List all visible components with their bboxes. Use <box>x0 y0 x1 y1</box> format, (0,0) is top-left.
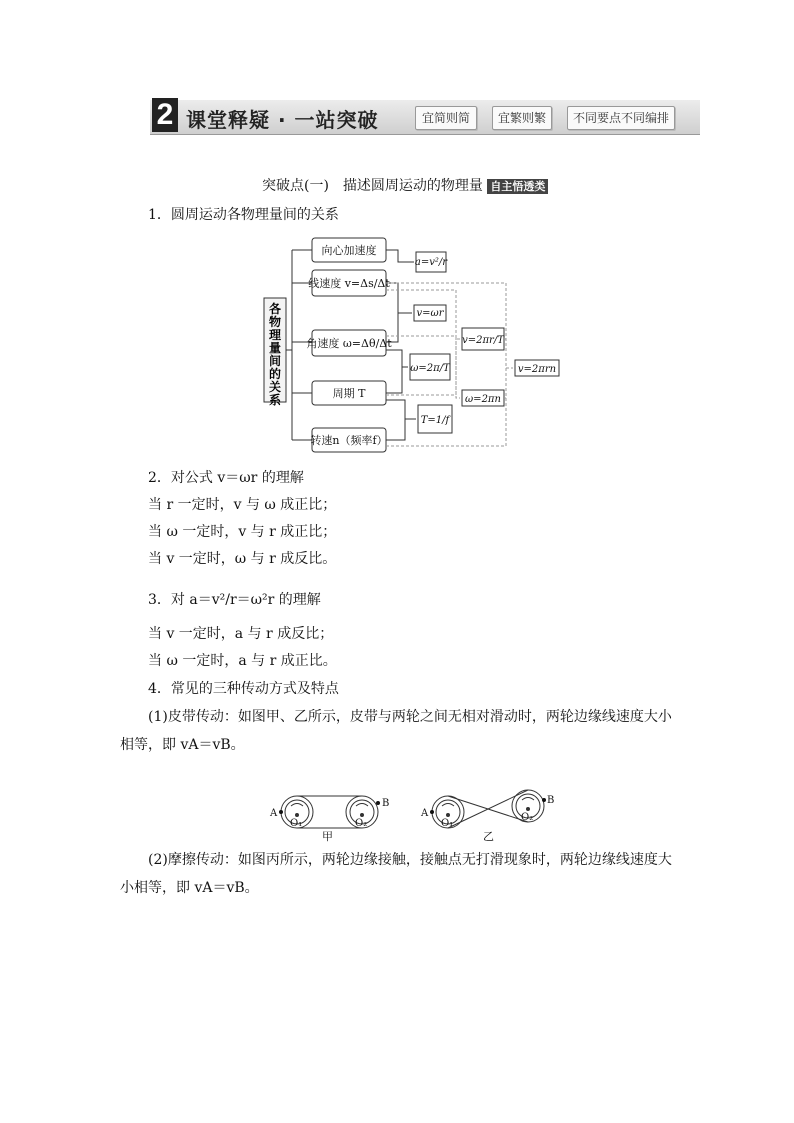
point-B: B <box>382 798 390 809</box>
side-label-char: 的 <box>268 367 282 381</box>
node-text: 线速度 v=Δs/Δt <box>308 277 390 290</box>
tag-simple: 宜简则简 <box>415 106 477 130</box>
point-O2: O₂ <box>355 818 368 829</box>
side-label-char: 间 <box>268 354 282 368</box>
point-O1: O₁ <box>441 818 454 829</box>
item3-line-1: 当 v 一定时，a 与 r 成反比； <box>148 626 334 642</box>
formula-text: ω=2π/T <box>410 363 450 374</box>
node-text: 向心加速度 <box>321 244 377 257</box>
point-B: B <box>547 795 555 806</box>
tag-complex: 宜繁则繁 <box>492 106 552 130</box>
item3-heading: 3．对 a＝v²/r＝ω²r 的理解 <box>148 592 321 608</box>
section-number: 2 <box>152 98 178 132</box>
figure-label-jia: 甲 <box>322 830 333 843</box>
section-title-text: 突破点(一) 描述圆周运动的物理量 <box>262 178 483 194</box>
formula-text: v=2πrn <box>517 364 557 375</box>
side-label-char: 各 <box>268 302 282 316</box>
node-text: 转速n（频率f） <box>310 434 388 447</box>
side-label-char: 理 <box>268 328 282 342</box>
section-badge: 自主悟透类 <box>487 179 548 194</box>
item4-heading: 4．常见的三种传动方式及特点 <box>148 681 339 697</box>
point-A: A <box>270 808 278 819</box>
formula-text: v=ωr <box>416 308 444 319</box>
point-O2: O₂ <box>521 812 534 823</box>
item3-line-2: 当 ω 一定时，a 与 r 成正比。 <box>148 653 337 669</box>
side-label-char: 量 <box>268 341 282 355</box>
item2-line-2: 当 ω 一定时，v 与 r 成正比； <box>148 524 337 540</box>
formula-text: T=1/f <box>420 415 450 426</box>
section-banner-title: 课堂释疑 · 一站突破 <box>186 108 379 132</box>
side-label-char: 物 <box>268 315 282 329</box>
formula-text: a=v²/r <box>414 257 448 268</box>
formula-text: ω=2πn <box>465 394 501 405</box>
friction-paragraph: (2)摩擦传动：如图丙所示，两轮边缘接触，接触点无打滑现象时，两轮边缘线速度大小相等，即 vA＝vB。 <box>120 852 672 896</box>
formula-text: v=2πr/T <box>462 335 504 346</box>
item2-line-3: 当 v 一定时，ω 与 r 成反比。 <box>148 551 337 567</box>
side-label-char: 系 <box>268 393 282 407</box>
node-text: 周期 T <box>332 387 366 400</box>
belt-paragraph: (1)皮带传动：如图甲、乙所示，皮带与两轮之间无相对滑动时，两轮边缘线速度大小相等，即 vA＝vB。 <box>120 709 672 753</box>
figure-label-yi: 乙 <box>483 830 494 843</box>
point-O1: O₁ <box>290 818 303 829</box>
tag-different: 不同要点不同编排 <box>567 106 675 130</box>
item2-line-1: 当 r 一定时，v 与 ω 成正比； <box>148 497 337 513</box>
side-label-char: 关 <box>268 380 282 394</box>
item1-heading: 1．圆周运动各物理量间的关系 <box>148 207 339 223</box>
item2-heading: 2．对公式 v＝ωr 的理解 <box>148 470 304 486</box>
node-text: 角速度 ω=Δθ/Δt <box>306 337 392 350</box>
point-A: A <box>421 808 429 819</box>
